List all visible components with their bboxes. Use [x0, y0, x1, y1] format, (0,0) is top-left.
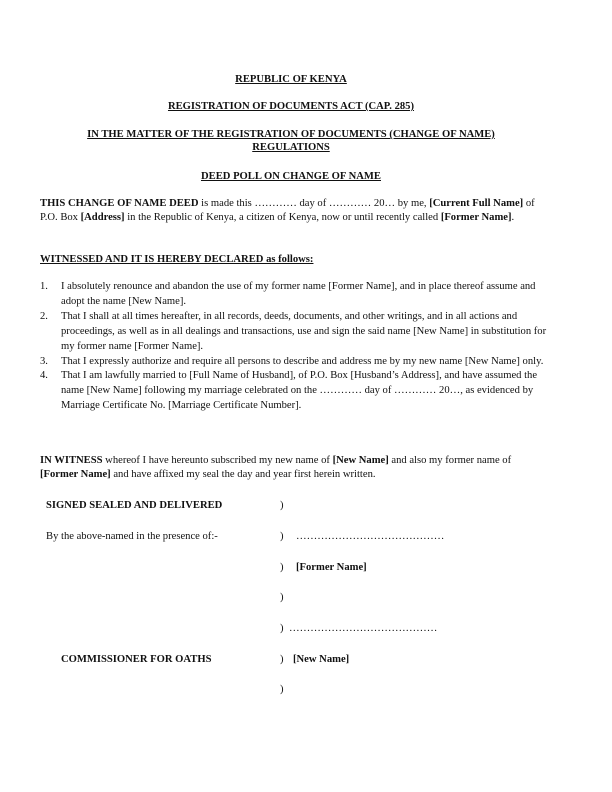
witness-former-name: [Former Name] — [40, 469, 111, 481]
signature-row-former-name — [0, 562, 612, 578]
signed-sealed-label: SIGNED SEALED AND DELIVERED — [46, 500, 223, 511]
heading-deed-poll: DEED POLL ON CHANGE OF NAME — [200, 171, 381, 182]
witness-text-1: whereof I have hereunto subscribed my new name of — [102, 455, 333, 466]
intro-text-2: of P.O. Box — [40, 198, 535, 224]
declaration-item — [40, 369, 550, 414]
declaration-number: 1. — [40, 281, 48, 292]
intro-current-name: [Current Full Name] — [429, 198, 524, 209]
signature-row-end — [0, 684, 612, 700]
declaration-number: 4. — [40, 370, 48, 382]
heading-act: REGISTRATION OF DOCUMENTS ACT (CAP. 285) — [167, 101, 415, 112]
declarations-list — [40, 280, 550, 414]
bracket: ) — [280, 684, 284, 695]
bracket: ) — [280, 654, 284, 665]
bracket: ) — [280, 592, 284, 603]
bracket: ) — [280, 623, 284, 634]
witness-lead: IN WITNESS — [40, 455, 103, 466]
witness-text-3: and have affixed my seal the day and year first herein written. — [110, 469, 376, 481]
declaration-text: That I am lawfully married to [Full Name of Husband], of P.O. Box [Husband’s Address], and have assumed the name [New Name] following my marriage celebrated on the ………… day of ………… 20…, as evidenced by Marriage Certificate No. [Marriage Certificate Number]. — [61, 370, 538, 412]
former-name-label: [Former Name] — [296, 562, 367, 573]
new-name-label: [New Name] — [293, 654, 350, 665]
bracket: ) — [280, 562, 284, 573]
declaration-number: 2. — [40, 310, 48, 322]
bracket: ) — [280, 531, 284, 542]
declaration-text: That I shall at all times hereafter, in all records, deeds, documents, and other writings, and in all actions and proceedings, as well as in all dealings and transactions, use and sign the said name [New Name] in substitution for my former name [Former Name]. — [61, 310, 547, 352]
heading-republic: REPUBLIC OF KENYA — [235, 74, 347, 85]
signature-row-blank — [0, 592, 612, 608]
signature-line-new[interactable]: …………………………………… — [289, 623, 438, 634]
intro-text-1: is made this ………… day of ………… 20… by me, — [198, 198, 430, 209]
intro-address: [Address] — [80, 212, 125, 224]
declared-heading: WITNESSED AND IT IS HEREBY DECLARED as follows: — [40, 254, 314, 265]
signature-line-former[interactable]: …………………………………… — [296, 531, 445, 542]
intro-lead: THIS CHANGE OF NAME DEED — [40, 198, 199, 209]
signature-row-presence — [0, 531, 612, 547]
signature-row-commissioner — [0, 654, 612, 670]
heading-matter-line2: REGULATIONS — [252, 142, 330, 153]
intro-text-3: in the Republic of Kenya, a citizen of Kenya, now or until recently called — [124, 212, 441, 224]
signature-row-signed — [0, 500, 612, 516]
signature-row-line — [0, 623, 612, 639]
declaration-text: I absolutely renounce and abandon the use of my former name [Former Name], and in place thereof assume and adopt the name [New Name]. — [61, 281, 536, 307]
witness-new-name: [New Name] — [332, 455, 389, 466]
witness-text-2: and also my former name of — [388, 455, 512, 466]
commissioner-label: COMMISSIONER FOR OATHS — [61, 654, 212, 665]
intro-former-name: [Former Name] — [440, 212, 512, 224]
declaration-item — [40, 310, 550, 355]
declaration-item — [40, 355, 550, 370]
bracket: ) — [280, 500, 284, 511]
intro-paragraph — [40, 197, 550, 225]
declaration-number: 3. — [40, 355, 48, 367]
heading-matter-line1: IN THE MATTER OF THE REGISTRATION OF DOCUMENTS (CHANGE OF NAME) — [87, 129, 495, 140]
declaration-item — [40, 280, 550, 310]
witness-paragraph — [40, 454, 550, 482]
declaration-text: That I expressly authorize and require all persons to describe and address me by my new name [New Name] only. — [61, 355, 544, 367]
presence-label: By the above-named in the presence of:- — [46, 531, 218, 542]
intro-text-4: . — [511, 212, 515, 224]
